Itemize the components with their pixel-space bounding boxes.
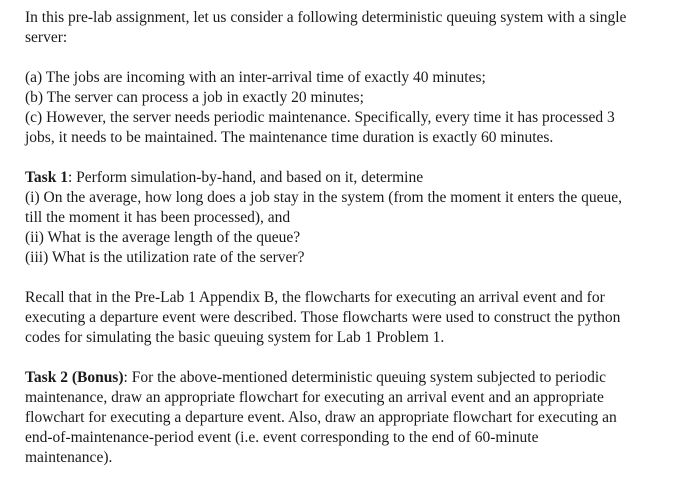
spacer [25, 48, 675, 68]
intro-line-1: In this pre-lab assignment, let us consider a following deterministic queuing system with a single [25, 9, 627, 26]
spacer [25, 148, 675, 168]
recall-paragraph [25, 288, 675, 348]
recall-line-2: executing a departure event were described. Those flowcharts were used to construct the python [25, 309, 621, 326]
intro-line-2: server: [25, 29, 68, 46]
condition-a: (a) The jobs are incoming with an inter-arrival time of exactly 40 minutes; [25, 69, 486, 86]
recall-line-3: codes for simulating the basic queuing system for Lab 1 Problem 1. [25, 329, 445, 346]
task1-label: Task 1 [25, 169, 68, 186]
task1-section [25, 168, 675, 268]
condition-b: (b) The server can process a job in exactly 20 minutes; [25, 89, 364, 106]
task2-line-1 [25, 368, 675, 388]
spacer [25, 268, 675, 288]
task1-question-i-line-2: till the moment it has been processed), and [25, 209, 291, 226]
task2-line-1-text: : For the above-mentioned deterministic queuing system subjected to periodic [123, 369, 607, 386]
task1-question-i-line-1: (i) On the average, how long does a job stay in the system (from the moment it enters the queue, [25, 189, 623, 206]
task1-heading-text: : Perform simulation-by-hand, and based on it, determine [67, 169, 424, 186]
task2-line-5: maintenance). [25, 449, 113, 466]
conditions-list [25, 68, 675, 148]
task2-line-4: end-of-maintenance-period event (i.e. event corresponding to the end of 60-minute [25, 429, 539, 446]
spacer [25, 348, 675, 368]
task1-heading [25, 168, 675, 188]
task2-label: Task 2 (Bonus) [25, 369, 124, 386]
recall-line-1: Recall that in the Pre-Lab 1 Appendix B, the flowcharts for executing an arrival event and for [25, 289, 605, 306]
task2-line-2: maintenance, draw an appropriate flowchart for executing an arrival event and an appropriate [25, 389, 604, 406]
condition-c-line-1: (c) However, the server needs periodic maintenance. Specifically, every time it has processed 3 [25, 109, 615, 126]
task1-question-ii: (ii) What is the average length of the queue? [25, 229, 301, 246]
assignment-document [25, 8, 675, 468]
condition-c-line-2: jobs, it needs to be maintained. The maintenance time duration is exactly 60 minutes. [25, 129, 554, 146]
task2-section [25, 368, 675, 468]
task1-question-iii: (iii) What is the utilization rate of the server? [25, 249, 305, 266]
task2-line-3: flowchart for executing a departure event. Also, draw an appropriate flowchart for executing an [25, 409, 617, 426]
intro-paragraph [25, 8, 675, 48]
